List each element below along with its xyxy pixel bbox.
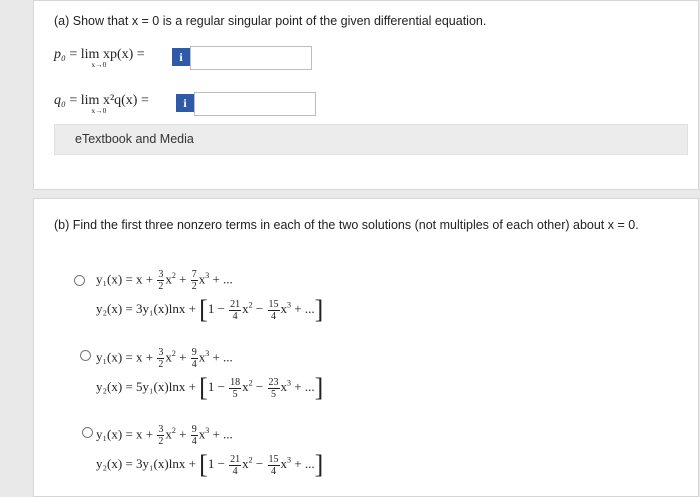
option-1-y1: y₁(x) = x + $\frac{3}{2}$ $x^2$ + $\frac{7}{2}$ $x^3$ + ... — [96, 269, 233, 292]
denominator: 2 — [158, 281, 164, 292]
q0-limit-sub: x→0 — [91, 106, 107, 115]
numerator: 15 — [268, 298, 279, 310]
numerator: 23 — [268, 376, 279, 388]
denominator: 4 — [191, 359, 197, 370]
numerator: 7 — [191, 269, 197, 280]
numerator: 9 — [191, 347, 197, 358]
denominator: 4 — [232, 310, 238, 322]
denominator: 4 — [271, 465, 277, 477]
y1-x3-coef — [191, 347, 198, 370]
numerator: 21 — [230, 298, 241, 310]
p0-answer-field[interactable] — [190, 46, 312, 70]
p0-equation — [54, 47, 145, 69]
denominator: 2 — [158, 436, 164, 447]
denominator: 5 — [271, 388, 277, 400]
y2-x3-coef — [268, 454, 280, 477]
option-1-radio[interactable] — [74, 275, 85, 286]
y2-x2-coef — [229, 454, 241, 477]
part-a-prompt: (a) Show that x = 0 is a regular singular point of the given differential equation. — [54, 14, 487, 28]
y1-prefix: y₁(x) = x + — [96, 349, 154, 365]
y2-x2-coef — [229, 299, 241, 322]
numerator: 15 — [268, 453, 279, 465]
part-b-card — [33, 198, 699, 497]
denominator: 4 — [232, 465, 238, 477]
option-2-y1: y₁(x) = x + $\frac{3}{2}$ $x^2$ + $\frac{9}{4}$ $x^3$ + ... — [96, 347, 233, 370]
p0-limit — [69, 47, 145, 69]
etextbook-media-label: eTextbook and Media — [75, 132, 194, 146]
p0-limit-sub: x→0 — [91, 60, 107, 69]
y1-x2-coef — [157, 347, 164, 370]
y2-x3-coef — [268, 377, 280, 400]
part-a-card — [33, 0, 699, 190]
numerator: 21 — [230, 453, 241, 465]
option-2[interactable] — [96, 347, 324, 402]
numerator: 9 — [191, 424, 197, 435]
numerator: 3 — [158, 347, 164, 358]
y1-x2-coef — [157, 269, 164, 292]
y1-prefix: y₁(x) = x + — [96, 426, 154, 442]
option-3[interactable] — [96, 424, 324, 479]
y2-prefix: y₂(x) = 3y₁(x)lnx + — [96, 455, 196, 471]
denominator: 2 — [158, 359, 164, 370]
part-b-prompt: (b) Find the first three nonzero terms in each of the two solutions (not multiples of each other) about x = 0. — [54, 218, 639, 232]
y1-tail: + ... — [212, 271, 233, 287]
denominator: 5 — [232, 388, 238, 400]
option-2-y2: y₂(x) = 5y₁(x)lnx + [1 − $\frac{18}{5}$ $x^2$ − $\frac{23}{5}$ $x^3$ + ...] — [96, 373, 324, 402]
option-3-y2: y₂(x) = 3y₁(x)lnx + [1 − $\frac{21}{4}$ $x^2$ − $\frac{15}{4}$ $x^3$ + ...] — [96, 450, 324, 479]
option-2-radio[interactable] — [80, 350, 91, 361]
numerator: 3 — [158, 269, 164, 280]
option-1-y2: y₂(x) = 3y₁(x)lnx + [1 − $\frac{21}{4}$ $x^2$ − $\frac{15}{4}$ $x^3$ + ...] — [96, 295, 324, 324]
y1-prefix: y₁(x) = x + — [96, 271, 154, 287]
numerator: 18 — [230, 376, 241, 388]
y1-x2-coef — [157, 424, 164, 447]
y1-x3-coef — [191, 424, 198, 447]
etextbook-media-link[interactable] — [54, 124, 688, 155]
option-1[interactable] — [96, 269, 324, 324]
y2-prefix: y₂(x) = 3y₁(x)lnx + — [96, 300, 196, 316]
denominator: 4 — [271, 310, 277, 322]
option-3-radio[interactable] — [82, 427, 93, 438]
q0-answer-field[interactable] — [194, 92, 316, 116]
q0-limit — [69, 93, 149, 115]
denominator: 4 — [191, 436, 197, 447]
numerator: 3 — [158, 424, 164, 435]
y1-tail: + ... — [212, 426, 233, 442]
p0-info-icon[interactable]: i — [172, 48, 190, 66]
y2-prefix: y₂(x) = 5y₁(x)lnx + — [96, 378, 196, 394]
p0-expression: = lim xp(x) = — [69, 47, 145, 62]
y2-x3-coef — [268, 299, 280, 322]
q0-info-icon[interactable]: i — [176, 94, 194, 112]
y2-x2-coef — [229, 377, 241, 400]
option-3-y1: y₁(x) = x + $\frac{3}{2}$ $x^2$ + $\frac{9}{4}$ $x^3$ + ... — [96, 424, 233, 447]
p0-label: p₀ — [54, 47, 66, 62]
y1-x3-coef — [191, 269, 198, 292]
y1-tail: + ... — [212, 349, 233, 365]
q0-label: q₀ — [54, 93, 66, 108]
q0-equation — [54, 93, 149, 115]
q0-expression: = lim x²q(x) = — [69, 93, 149, 108]
denominator: 2 — [191, 281, 197, 292]
